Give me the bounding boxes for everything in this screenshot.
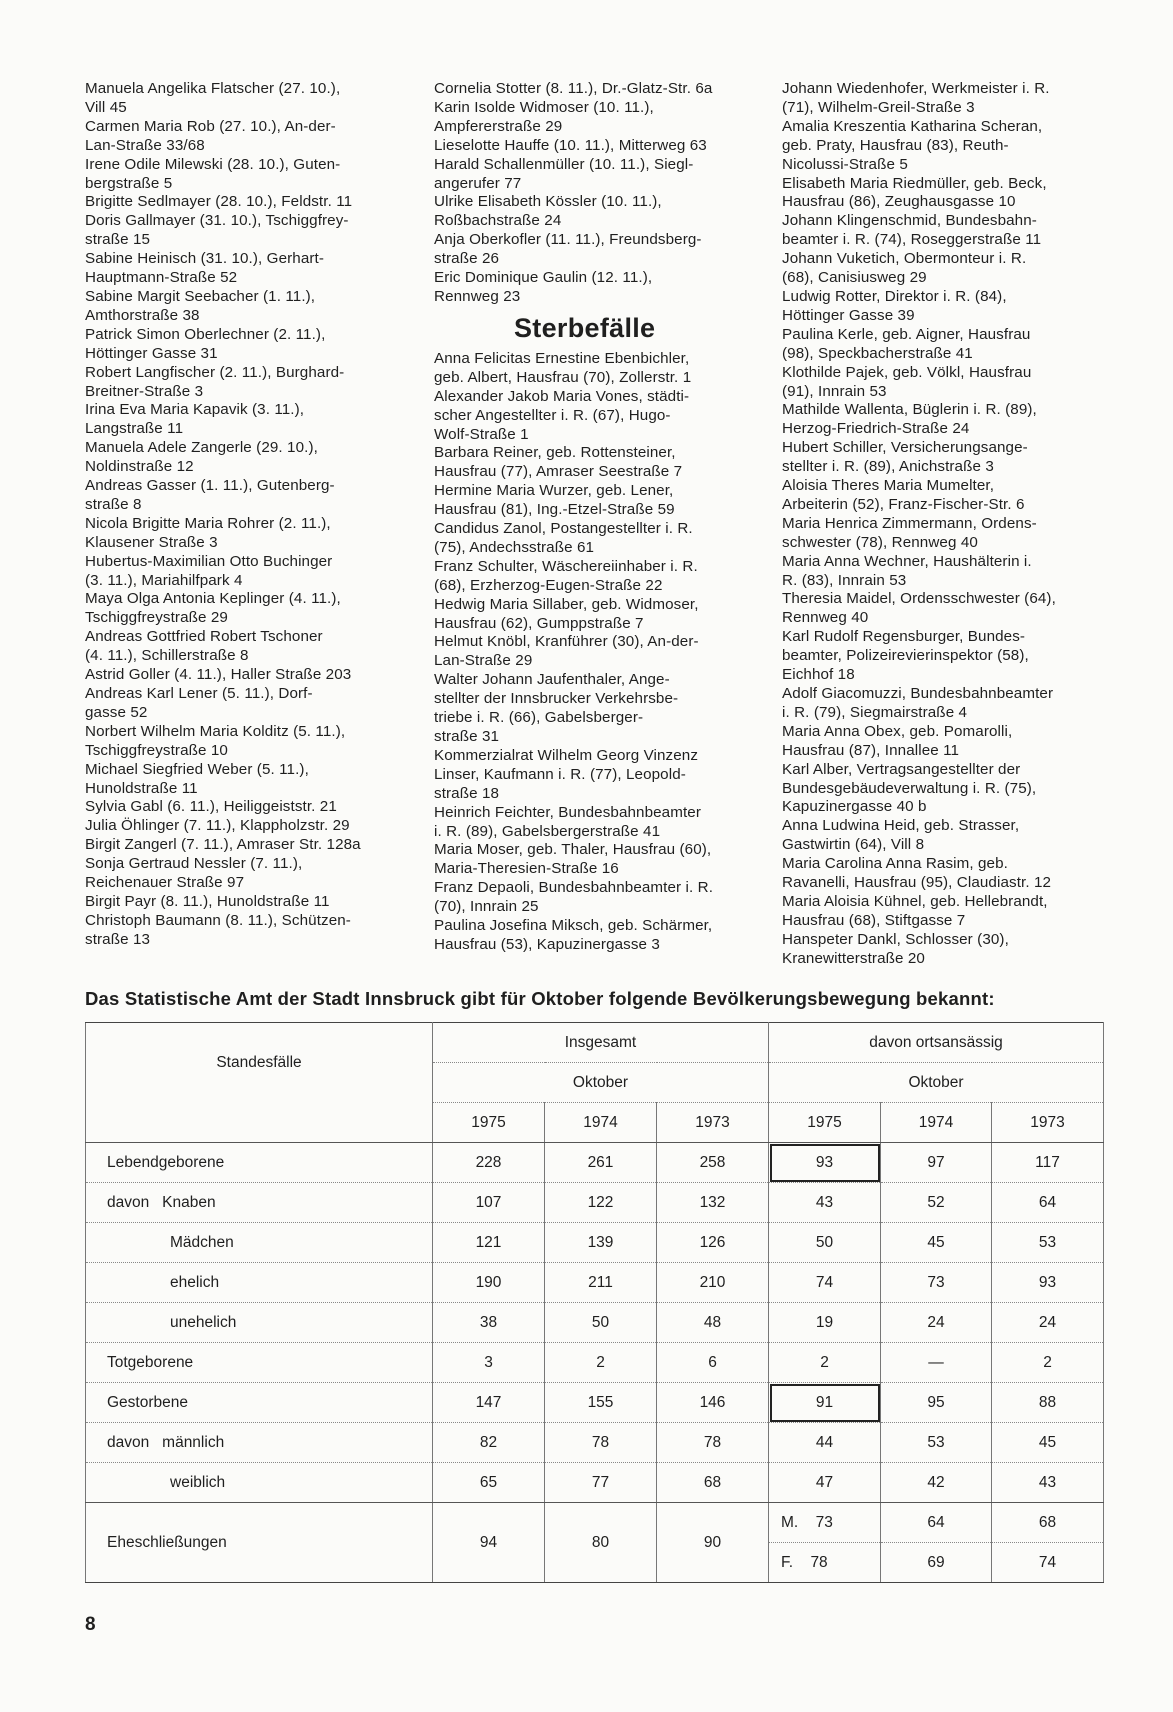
death-entry-line: stellter i. R. (89), Anichstraße 3 — [782, 458, 994, 476]
birth-entry-line: Anja Oberkofler (11. 11.), Freundsberg- — [434, 231, 702, 249]
cell: 24 — [992, 1303, 1104, 1343]
cell: 52 — [881, 1183, 992, 1223]
death-entry-line: Barbara Reiner, geb. Rottensteiner, — [434, 444, 676, 462]
death-entry-line: i. R. (79), Siegmairstraße 4 — [782, 703, 968, 721]
davon-label: davon — [107, 1193, 150, 1211]
cell: 147 — [433, 1383, 545, 1423]
cell: 94 — [433, 1503, 545, 1583]
cell: 80 — [545, 1503, 657, 1583]
cell: 121 — [433, 1223, 545, 1263]
death-entry-line: Franz Schulter, Wäschereiinhaber i. R. — [434, 557, 698, 575]
table-row — [86, 1303, 1104, 1343]
death-entry-line: R. (83), Innrain 53 — [782, 571, 907, 589]
davon-label: davon — [107, 1433, 150, 1451]
death-entry-line: Paulina Kerle, geb. Aigner, Hausfrau — [782, 325, 1031, 343]
cell: 122 — [545, 1183, 657, 1223]
birth-entry-line: straße 26 — [434, 250, 500, 268]
cell: 139 — [545, 1223, 657, 1263]
cell: 74 — [992, 1543, 1104, 1583]
cell: 2 — [769, 1343, 881, 1383]
sterbefaelle-heading: Sterbefälle — [514, 312, 656, 343]
cell-value: 73 — [815, 1513, 833, 1531]
birth-entry-line: Lieselotte Hauffe (10. 11.), Mitterweg 63 — [434, 136, 707, 154]
cell: 77 — [545, 1463, 657, 1503]
birth-entry-line: Andreas Gasser (1. 11.), Gutenberg- — [85, 477, 335, 495]
birth-entry-line: Andreas Gottfried Robert Tschoner — [85, 628, 323, 646]
birth-entry-line: Höttinger Gasse 31 — [85, 344, 218, 362]
cell: 45 — [992, 1423, 1104, 1463]
cell: 95 — [881, 1383, 992, 1423]
birth-entry-line: Robert Langfischer (2. 11.), Burghard- — [85, 363, 345, 381]
header-month-insgesamt: Oktober — [433, 1063, 769, 1103]
cell: 48 — [657, 1303, 769, 1343]
births-column-1 — [85, 80, 415, 950]
death-entry-line: Rennweg 40 — [782, 609, 869, 627]
death-entry-line: Ravanelli, Hausfrau (95), Claudiastr. 12 — [782, 874, 1052, 892]
death-entry-line: Theresia Maidel, Ordensschwester (64), — [782, 590, 1056, 608]
births-deaths-column-2 — [434, 80, 769, 955]
birth-entry-line: Ampfererstraße 29 — [434, 117, 563, 135]
death-entry-line: straße 18 — [434, 784, 500, 802]
row-label: unehelich — [86, 1303, 433, 1343]
death-entry-line: stellter der Innsbrucker Verkehrsbe- — [434, 690, 679, 708]
birth-entry-line: Tschiggfreystraße 10 — [85, 741, 228, 759]
death-entry-line: Franz Depaoli, Bundesbahnbeamter i. R. — [434, 879, 714, 897]
birth-entry-line: Tschiggfreystraße 29 — [85, 609, 228, 627]
header-ortsansaessig: davon ortsansässig — [769, 1023, 1104, 1063]
cell: 50 — [545, 1303, 657, 1343]
cell: 65 — [433, 1463, 545, 1503]
birth-entry-line: Irene Odile Milewski (28. 10.), Guten- — [85, 155, 341, 173]
cell: 90 — [657, 1503, 769, 1583]
cell: 73 — [881, 1263, 992, 1303]
birth-entry-line: Manuela Adele Zangerle (29. 10.), — [85, 439, 318, 457]
cell: 44 — [769, 1423, 881, 1463]
table-row — [86, 1463, 1104, 1503]
year-header: 1973 — [992, 1103, 1104, 1143]
population-statistics-table — [85, 1022, 1104, 1583]
cell: 146 — [657, 1383, 769, 1423]
cell: 64 — [992, 1183, 1104, 1223]
table-row — [86, 1383, 1104, 1423]
death-entry-line: Aloisia Theres Maria Mumelter, — [782, 477, 995, 495]
cell: 2 — [992, 1343, 1104, 1383]
row-label: Eheschließungen — [86, 1503, 433, 1583]
row-label — [86, 1423, 433, 1463]
death-entry-line: Karl Alber, Vertragsangestellter der — [782, 760, 1021, 778]
death-entry-line: Nicolussi-Straße 5 — [782, 155, 908, 173]
death-entry-line: (91), Innrain 53 — [782, 382, 887, 400]
cell: 211 — [545, 1263, 657, 1303]
death-entry-line: Hermine Maria Wurzer, geb. Lener, — [434, 482, 674, 500]
cell: 74 — [769, 1263, 881, 1303]
birth-entry-line: Carmen Maria Rob (27. 10.), An-der- — [85, 117, 336, 135]
cell: 97 — [881, 1143, 992, 1183]
death-entry-line: beamter, Polizeirevierinspektor (58), — [782, 647, 1029, 665]
death-entry-line: Maria Aloisia Kühnel, geb. Hellebrandt, — [782, 892, 1048, 910]
cell: 155 — [545, 1383, 657, 1423]
f-label: F. — [781, 1553, 794, 1571]
deaths-list — [434, 350, 769, 955]
birth-entry-line: Sylvia Gabl (6. 11.), Heiliggeiststr. 21 — [85, 798, 337, 816]
birth-entry-line: Brigitte Sedlmayer (28. 10.), Feldstr. 11 — [85, 193, 353, 211]
birth-entry-line: Nicola Brigitte Maria Rohrer (2. 11.), — [85, 514, 331, 532]
cell: 93 — [992, 1263, 1104, 1303]
death-entry-line: Johann Vuketich, Obermonteur i. R. — [782, 250, 1027, 268]
death-entry-line: Hanspeter Dankl, Schlosser (30), — [782, 930, 1009, 948]
birth-entry-line: Hauptmann-Straße 52 — [85, 269, 238, 287]
birth-entry-line: Cornelia Stotter (8. 11.), Dr.-Glatz-Str. 6a — [434, 80, 713, 97]
cell-marriages-f — [769, 1543, 881, 1583]
cell: 126 — [657, 1223, 769, 1263]
table-row — [86, 1503, 1104, 1543]
death-entry-line: (98), Speckbacherstraße 41 — [782, 344, 973, 362]
deaths-column-3 — [782, 80, 1117, 969]
death-entry-line: (71), Wilhelm-Greil-Straße 3 — [782, 98, 975, 116]
birth-entry-line: Vill 45 — [85, 98, 127, 116]
birth-entry-line: Langstraße 11 — [85, 420, 184, 438]
birth-entry-line: Maya Olga Antonia Keplinger (4. 11.), — [85, 590, 341, 608]
birth-entry-line: Roßbachstraße 24 — [434, 212, 562, 230]
cell: 19 — [769, 1303, 881, 1343]
cell-highlighted: 93 — [769, 1143, 881, 1183]
birth-entry-line: straße 13 — [85, 930, 151, 948]
cell: 43 — [769, 1183, 881, 1223]
cell: 68 — [657, 1463, 769, 1503]
death-entry-line: Mathilde Wallenta, Büglerin i. R. (89), — [782, 401, 1037, 419]
death-entry-line: (75), Andechsstraße 61 — [434, 538, 595, 556]
birth-entry-line: Harald Schallenmüller (10. 11.), Siegl- — [434, 155, 694, 173]
death-entry-line: Hausfrau (68), Stiftgasse 7 — [782, 911, 966, 929]
death-entry-line: Candidus Zanol, Postangestellter i. R. — [434, 520, 693, 538]
birth-entry-line: Doris Gallmayer (31. 10.), Tschiggfrey- — [85, 212, 349, 230]
death-entry-line: Arbeiterin (52), Franz-Fischer-Str. 6 — [782, 495, 1025, 513]
death-entry-line: (68), Erzherzog-Eugen-Straße 22 — [434, 576, 663, 594]
death-entry-line: Kapuzinergasse 40 b — [782, 798, 927, 816]
birth-entry-line: angerufer 77 — [434, 174, 522, 192]
death-entry-line: triebe i. R. (66), Gabelsberger- — [434, 709, 644, 727]
birth-entry-line: (3. 11.), Mariahilfpark 4 — [85, 571, 243, 589]
cell: 43 — [992, 1463, 1104, 1503]
table-row — [86, 1223, 1104, 1263]
birth-entry-line: Klausener Straße 3 — [85, 533, 218, 551]
birth-entry-line: Eric Dominique Gaulin (12. 11.), — [434, 269, 653, 287]
death-entry-line: Wolf-Straße 1 — [434, 425, 529, 443]
birth-entry-line: (4. 11.), Schillerstraße 8 — [85, 647, 249, 665]
birth-entry-line: Reichenauer Straße 97 — [85, 874, 245, 892]
death-entry-line: Herzog-Friedrich-Straße 24 — [782, 420, 970, 438]
birth-entry-line: Lan-Straße 33/68 — [85, 136, 205, 154]
row-label — [86, 1183, 433, 1223]
death-entry-line: Maria Anna Wechner, Haushälterin i. — [782, 552, 1032, 570]
death-entry-line: Kranewitterstraße 20 — [782, 949, 925, 967]
birth-entry-line: Breitner-Straße 3 — [85, 382, 204, 400]
statistics-title: Das Statistische Amt der Stadt Innsbruck gibt für Oktober folgende Bevölkerungsbewegung bekannt: — [85, 988, 995, 1009]
table-row — [86, 1263, 1104, 1303]
birth-entry-line: Irina Eva Maria Kapavik (3. 11.), — [85, 401, 305, 419]
death-entry-line: Maria Carolina Anna Rasim, geb. — [782, 855, 1008, 873]
cell-highlighted: 91 — [769, 1383, 881, 1423]
death-entry-line: Lan-Straße 29 — [434, 652, 533, 670]
birth-entry-line: Astrid Goller (4. 11.), Haller Straße 203 — [85, 666, 352, 684]
death-entry-line: Elisabeth Maria Riedmüller, geb. Beck, — [782, 174, 1047, 192]
death-entry-line: schwester (78), Rennweg 40 — [782, 533, 978, 551]
birth-entry-line: Christoph Baumann (8. 11.), Schützen- — [85, 911, 351, 929]
birth-entry-line: straße 8 — [85, 495, 142, 513]
cell: 261 — [545, 1143, 657, 1183]
birth-entry-line: Manuela Angelika Flatscher (27. 10.), — [85, 80, 341, 97]
year-header: 1975 — [433, 1103, 545, 1143]
cell: 50 — [769, 1223, 881, 1263]
birth-entry-line: Julia Öhlinger (7. 11.), Klappholzstr. 29 — [85, 817, 350, 835]
cell: 132 — [657, 1183, 769, 1223]
death-entry-line: Bundesgebäudeverwaltung i. R. (75), — [782, 779, 1037, 797]
row-sublabel: Knaben — [162, 1193, 216, 1211]
death-entry-line: Maria Anna Obex, geb. Pomarolli, — [782, 722, 1013, 740]
page-number: 8 — [85, 1614, 96, 1635]
cell: 38 — [433, 1303, 545, 1343]
death-entry-line: Helmut Knöbl, Kranführer (30), An-der- — [434, 633, 699, 651]
row-sublabel: männlich — [162, 1433, 225, 1451]
death-entry-line: Walter Johann Jaufenthaler, Ange- — [434, 671, 670, 689]
year-header: 1975 — [769, 1103, 881, 1143]
row-label: Gestorbene — [86, 1383, 433, 1423]
birth-entry-line: Hubertus-Maximilian Otto Buchinger — [85, 552, 333, 570]
header-month-ortsansaessig: Oktober — [769, 1063, 1104, 1103]
death-entry-line: Paulina Josefina Miksch, geb. Schärmer, — [434, 917, 713, 935]
death-entry-line: beamter i. R. (74), Roseggerstraße 11 — [782, 231, 1042, 249]
cell: 82 — [433, 1423, 545, 1463]
cell-marriages-m — [769, 1503, 881, 1543]
death-entry-line: Hausfrau (81), Ing.-Etzel-Straße 59 — [434, 501, 675, 519]
death-entry-line: Hausfrau (62), Gumppstraße 7 — [434, 614, 644, 632]
death-entry-line: Hausfrau (86), Zeughausgasse 10 — [782, 193, 1016, 211]
table-row — [86, 1183, 1104, 1223]
death-entry-line: Johann Wiedenhofer, Werkmeister i. R. — [782, 80, 1050, 97]
cell: 88 — [992, 1383, 1104, 1423]
birth-entry-line: Rennweg 23 — [434, 287, 521, 305]
table-row — [86, 1343, 1104, 1383]
cell: 190 — [433, 1263, 545, 1303]
death-entry-line: Gastwirtin (64), Vill 8 — [782, 836, 925, 854]
row-label: Totgeborene — [86, 1343, 433, 1383]
death-entry-line: geb. Praty, Hausfrau (83), Reuth- — [782, 136, 1009, 154]
row-label: weiblich — [86, 1463, 433, 1503]
table-row — [86, 1423, 1104, 1463]
birth-entry-line: Michael Siegfried Weber (5. 11.), — [85, 760, 309, 778]
birth-entry-line: straße 15 — [85, 231, 151, 249]
death-entry-line: Heinrich Feichter, Bundesbahnbeamter — [434, 803, 701, 821]
birth-entry-line: Patrick Simon Oberlechner (2. 11.), — [85, 325, 326, 343]
cell: 78 — [657, 1423, 769, 1463]
cell: — — [881, 1343, 992, 1383]
birth-entry-line: Andreas Karl Lener (5. 11.), Dorf- — [85, 685, 313, 702]
table-row — [86, 1143, 1104, 1183]
death-entry-line: geb. Albert, Hausfrau (70), Zollerstr. 1 — [434, 368, 692, 386]
header-insgesamt: Insgesamt — [433, 1023, 769, 1063]
death-entry-line: Klothilde Pajek, geb. Völkl, Hausfrau — [782, 363, 1032, 381]
birth-entry-line: Amthorstraße 38 — [85, 306, 200, 324]
death-entry-line: Adolf Giacomuzzi, Bundesbahnbeamter — [782, 685, 1054, 702]
header-empty-cell — [86, 1103, 433, 1143]
death-entry-line: Kommerzialrat Wilhelm Georg Vinzenz — [434, 746, 699, 764]
cell: 258 — [657, 1143, 769, 1183]
death-entry-line: Alexander Jakob Maria Vones, städti- — [434, 387, 690, 405]
death-entry-line: Linser, Kaufmann i. R. (77), Leopold- — [434, 765, 686, 783]
death-entry-line: straße 31 — [434, 728, 500, 745]
death-entry-line: Hubert Schiller, Versicherungsange- — [782, 439, 1028, 457]
row-label: Lebendgeborene — [86, 1143, 433, 1183]
death-entry-line: Hausfrau (77), Amraser Seestraße 7 — [434, 463, 683, 481]
birth-entry-line: gasse 52 — [85, 703, 148, 721]
m-label: M. — [781, 1513, 799, 1531]
death-entry-line: Maria-Theresien-Straße 16 — [434, 860, 619, 878]
birth-entry-line: Birgit Zangerl (7. 11.), Amraser Str. 128a — [85, 836, 361, 854]
death-entry-line: (70), Innrain 25 — [434, 898, 539, 916]
death-entry-line: Maria Moser, geb. Thaler, Hausfrau (60), — [434, 841, 712, 859]
year-header: 1974 — [545, 1103, 657, 1143]
cell: 107 — [433, 1183, 545, 1223]
death-entry-line: Hausfrau (53), Kapuzinergasse 3 — [434, 935, 660, 953]
death-entry-line: Hedwig Maria Sillaber, geb. Widmoser, — [434, 595, 699, 613]
header-standesfaelle: Standesfälle — [86, 1023, 433, 1103]
death-entry-line: Höttinger Gasse 39 — [782, 306, 915, 324]
birth-entry-line: Birgit Payr (8. 11.), Hunoldstraße 11 — [85, 892, 330, 910]
death-entry-line: Maria Henrica Zimmermann, Ordens- — [782, 514, 1037, 532]
cell: 210 — [657, 1263, 769, 1303]
cell: 2 — [545, 1343, 657, 1383]
cell: 3 — [433, 1343, 545, 1383]
cell: 47 — [769, 1463, 881, 1503]
births-list-continued — [434, 80, 769, 307]
cell: 6 — [657, 1343, 769, 1383]
birth-entry-line: Norbert Wilhelm Maria Kolditz (5. 11.), — [85, 722, 346, 740]
death-entry-line: Johann Klingenschmid, Bundesbahn- — [782, 212, 1037, 230]
cell: 68 — [992, 1503, 1104, 1543]
cell: 53 — [881, 1423, 992, 1463]
year-header: 1974 — [881, 1103, 992, 1143]
death-entry-line: Eichhof 18 — [782, 666, 855, 684]
death-entry-line: scher Angestellter i. R. (67), Hugo- — [434, 406, 671, 424]
birth-entry-line: Noldinstraße 12 — [85, 458, 194, 476]
cell: 117 — [992, 1143, 1104, 1183]
death-entry-line: Anna Ludwina Heid, geb. Strasser, — [782, 817, 1020, 835]
birth-entry-line: Ulrike Elisabeth Kössler (10. 11.), — [434, 193, 662, 211]
cell: 42 — [881, 1463, 992, 1503]
cell: 64 — [881, 1503, 992, 1543]
birth-entry-line: Sabine Margit Seebacher (1. 11.), — [85, 287, 316, 305]
death-entry-line: (68), Canisiusweg 29 — [782, 269, 927, 287]
cell: 45 — [881, 1223, 992, 1263]
death-entry-line: i. R. (89), Gabelsbergerstraße 41 — [434, 822, 661, 840]
birth-entry-line: bergstraße 5 — [85, 174, 173, 192]
cell: 69 — [881, 1543, 992, 1583]
cell: 53 — [992, 1223, 1104, 1263]
birth-entry-line: Hunoldstraße 11 — [85, 779, 198, 797]
cell: 228 — [433, 1143, 545, 1183]
year-header: 1973 — [657, 1103, 769, 1143]
birth-entry-line: Sabine Heinisch (31. 10.), Gerhart- — [85, 250, 325, 268]
cell: 78 — [545, 1423, 657, 1463]
death-entry-line: Ludwig Rotter, Direktor i. R. (84), — [782, 287, 1007, 305]
death-entry-line: Amalia Kreszentia Katharina Scheran, — [782, 117, 1043, 135]
cell: 24 — [881, 1303, 992, 1343]
row-label: ehelich — [86, 1263, 433, 1303]
birth-entry-line: Karin Isolde Widmoser (10. 11.), — [434, 98, 654, 116]
death-entry-line: Anna Felicitas Ernestine Ebenbichler, — [434, 349, 690, 367]
cell-value: 78 — [810, 1553, 828, 1571]
row-label: Mädchen — [86, 1223, 433, 1263]
death-entry-line: Karl Rudolf Regensburger, Bundes- — [782, 628, 1026, 646]
birth-entry-line: Sonja Gertraud Nessler (7. 11.), — [85, 855, 303, 873]
death-entry-line: Hausfrau (87), Innallee 11 — [782, 741, 960, 759]
